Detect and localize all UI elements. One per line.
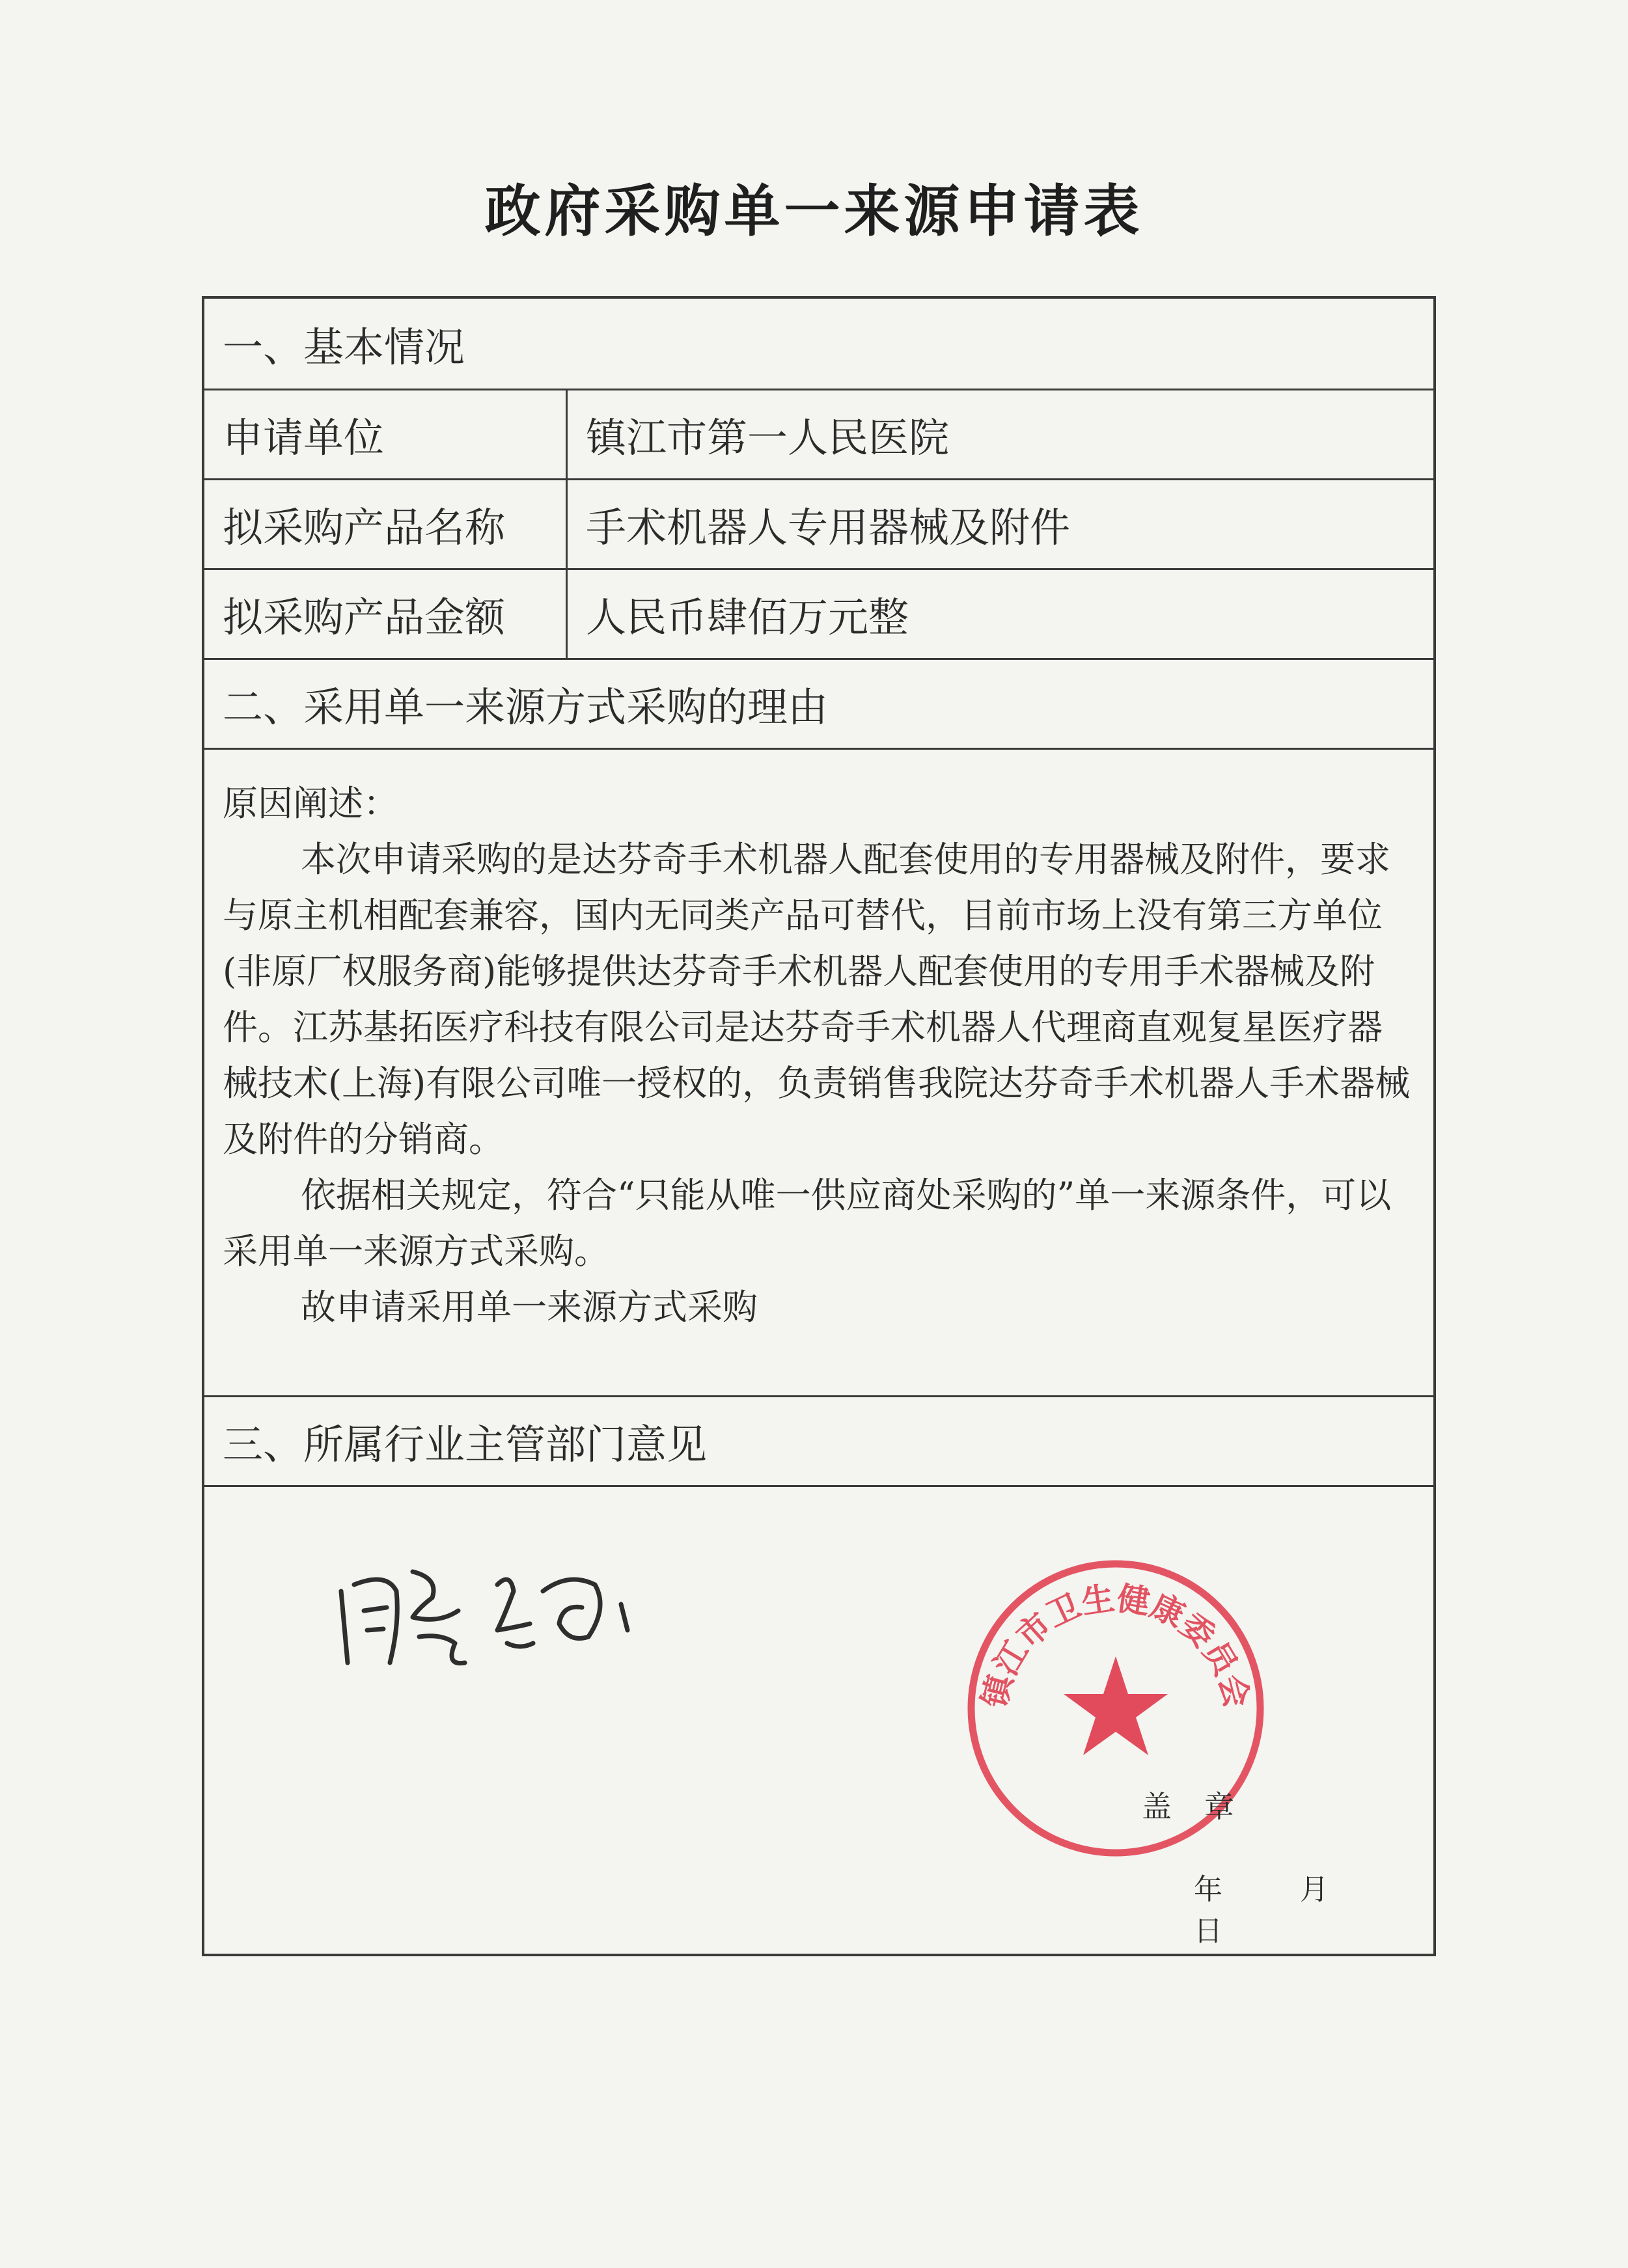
reason-paragraph: 本次申请采购的是达芬奇手术机器人配套使用的专用器械及附件，要求与原主机相配套兼容，国内无同类产品可替代，目前市场上没有第三方单位(非原厂权服务商)能够提供达芬奇手术机器人配套使用的专用手术器械及附件。江苏基拓医疗科技有限公司是达芬奇手术机器人代理商直观复星医疗器械技术(上海)有限公司唯一授权的，负责销售我院达芬奇手术机器人手术器械及附件的分销商。 xyxy=(223,839,1411,1160)
opinion-body xyxy=(204,1485,1433,1954)
reason-intro: 原因阐述： xyxy=(223,783,398,824)
field-value: 人民币肆佰万元整 xyxy=(586,594,909,641)
section-opinion-heading: 三、所属行业主管部门意见 xyxy=(204,1395,1433,1485)
field-row-applicant xyxy=(204,389,1433,478)
field-label: 拟采购产品金额 xyxy=(204,570,568,658)
reason-body xyxy=(204,748,1433,1395)
field-row-product-name xyxy=(204,478,1433,568)
handwritten-signature xyxy=(335,1546,647,1682)
field-value: 镇江市第一人民医院 xyxy=(586,414,950,461)
field-value: 手术机器人专用器械及附件 xyxy=(586,504,1071,551)
seal-label: 盖章 xyxy=(1142,1789,1267,1824)
date-year-label: 年 xyxy=(1194,1873,1222,1906)
date-month-label: 月 xyxy=(1300,1873,1329,1906)
section-reason-heading: 二、采用单一来源方式采购的理由 xyxy=(204,658,1433,748)
page-title: 政府采购单一来源申请表 xyxy=(484,178,1144,244)
date-line xyxy=(1194,1866,1433,1949)
application-form xyxy=(202,296,1436,1956)
reason-paragraph: 故申请采用单一来源方式采购 xyxy=(301,1287,758,1328)
field-row-amount xyxy=(204,568,1433,658)
section-basic-heading: 一、基本情况 xyxy=(223,323,465,371)
reason-paragraph: 依据相关规定，符合“只能从唯一供应商处采购的”单一来源条件，可以采用单一来源方式采购。 xyxy=(223,1175,1392,1272)
date-day-label: 日 xyxy=(1194,1915,1222,1948)
seal-text: 镇江市卫生健康委员会 xyxy=(974,1578,1257,1712)
field-label: 拟采购产品名称 xyxy=(204,480,568,568)
field-label: 申请单位 xyxy=(204,390,568,478)
